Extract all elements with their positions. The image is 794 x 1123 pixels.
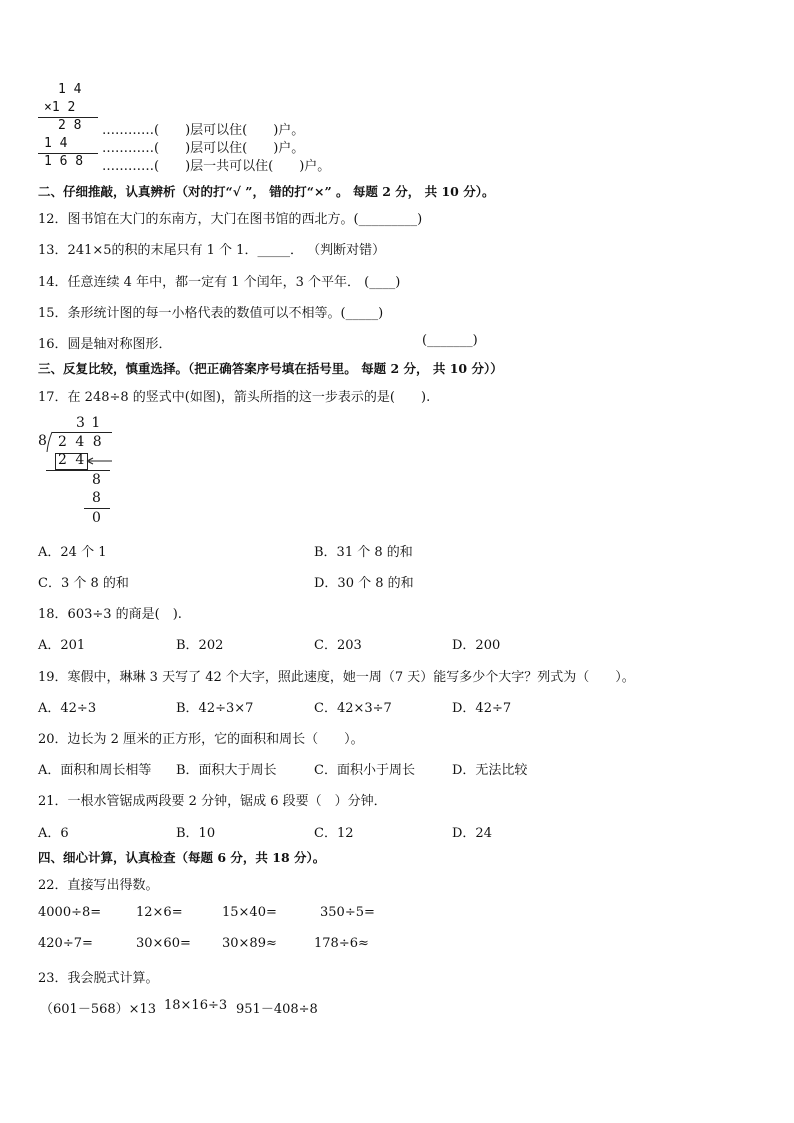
q17-option-a[interactable]: A．24 个 1	[38, 545, 107, 560]
q17-option-b[interactable]: B．31 个 8 的和	[314, 545, 413, 560]
calc-item: 30×60=	[136, 936, 191, 951]
mult-partial-1: 2 8	[58, 118, 82, 133]
question-22: 22．直接写出得数。	[38, 878, 159, 893]
mult-note-3: …………( )层一共可以住( )户。	[102, 159, 331, 174]
mult-multiplier: ×1 2	[44, 100, 76, 115]
mult-result: 1 6 8	[44, 154, 84, 169]
calc-item: 4000÷8=	[38, 905, 102, 920]
mult-partial-2: 1 4	[44, 136, 68, 151]
q21-option-d[interactable]: D．24	[452, 826, 492, 841]
q19-option-b[interactable]: B．42÷3×7	[176, 701, 254, 716]
division-line-2	[84, 508, 110, 509]
division-dividend: 2 4 8	[58, 434, 104, 450]
division-divisor: 8	[38, 433, 47, 449]
question-14: 14．任意连续 4 年中，都一定有 1 个闰年，3 个平年． (____)	[38, 275, 401, 290]
calc-item: 350÷5=	[320, 905, 375, 920]
question-16: 16．圆是轴对称图形．	[38, 337, 172, 352]
division-remainder-2: 8	[92, 490, 101, 506]
mult-note-2: …………( )层可以住( )户。	[102, 141, 305, 156]
q19-option-c[interactable]: C．42×3÷7	[314, 701, 392, 716]
q18-option-d[interactable]: D．200	[452, 638, 501, 653]
calc-item: 12×6=	[136, 905, 183, 920]
question-12: 12．图书馆在大门的东南方，大门在图书馆的西北方。(_________)	[38, 212, 423, 227]
q21-option-c[interactable]: C．12	[314, 826, 354, 841]
question-18: 18．603÷3 的商是( ).	[38, 607, 182, 622]
calc-item: 420÷7=	[38, 936, 93, 951]
q20-option-c[interactable]: C．面积小于周长	[314, 763, 415, 778]
division-quotient: 3 1	[76, 415, 102, 431]
question-15: 15．条形统计图的每一小格代表的数值可以不相等。(_____)	[38, 306, 384, 321]
q18-option-c[interactable]: C．203	[314, 638, 362, 653]
q21-option-a[interactable]: A．6	[38, 826, 69, 841]
calc-item: 15×40=	[222, 905, 277, 920]
division-subtraction: 2 4	[58, 452, 87, 468]
q17-option-d[interactable]: D．30 个 8 的和	[314, 576, 414, 591]
mult-top: 1 4	[58, 82, 82, 97]
q18-option-b[interactable]: B．202	[176, 638, 224, 653]
q19-option-d[interactable]: D．42÷7	[452, 701, 512, 716]
calc-item: 30×89≈	[222, 936, 277, 951]
section-2-header: 二、仔细推敲，认真辨析（对的打“√ ”， 错的打“×” 。 每题 2 分， 共 10 分）。	[38, 184, 495, 199]
division-line-1	[46, 470, 110, 471]
mult-note-1: …………( )层可以住( )户。	[102, 123, 305, 138]
q21-option-b[interactable]: B．10	[176, 826, 216, 841]
section-4-header: 四、细心计算，认真检查（每题 6 分，共 18 分）。	[38, 850, 326, 865]
stepwise-item: 18×16÷3	[164, 998, 228, 1013]
division-remainder-3: 0	[92, 510, 101, 526]
question-13: 13．241×5的积的末尾只有 1 个 1．_____． （判断对错）	[38, 243, 386, 258]
question-17: 17．在 248÷8 的竖式中(如图)，箭头所指的这一步表示的是( ).	[38, 390, 431, 405]
arrow-left-icon	[86, 455, 114, 467]
question-19: 19．寒假中，琳琳 3 天写了 42 个大字，照此速度，她一周（7 天）能写多少个大字？列式为（ ）。	[38, 670, 635, 685]
q20-option-b[interactable]: B．面积大于周长	[176, 763, 277, 778]
section-3-header: 三、反复比较，慎重选择。（把正确答案序号填在括号里。 每题 2 分， 共 10 分））	[38, 361, 503, 376]
q18-option-a[interactable]: A．201	[38, 638, 86, 653]
q19-option-a[interactable]: A．42÷3	[38, 701, 97, 716]
q20-option-d[interactable]: D．无法比较	[452, 763, 528, 778]
q17-option-c[interactable]: C．3 个 8 的和	[38, 576, 129, 591]
q20-option-a[interactable]: A．面积和周长相等	[38, 763, 152, 778]
division-bracket	[46, 431, 56, 453]
division-bar	[52, 432, 112, 433]
question-16-blank: (_______)	[422, 333, 478, 348]
stepwise-item: （601－568）×13	[40, 1002, 157, 1017]
stepwise-item: 951－408÷8	[236, 1002, 318, 1017]
division-remainder-1: 8	[92, 472, 101, 488]
question-23: 23．我会脱式计算。	[38, 971, 159, 986]
calc-item: 178÷6≈	[314, 936, 369, 951]
question-20: 20．边长为 2 厘米的正方形，它的面积和周长（ ）。	[38, 732, 364, 747]
question-21: 21．一根水管锯成两段要 2 分钟，锯成 6 段要（ ）分钟．	[38, 794, 387, 809]
